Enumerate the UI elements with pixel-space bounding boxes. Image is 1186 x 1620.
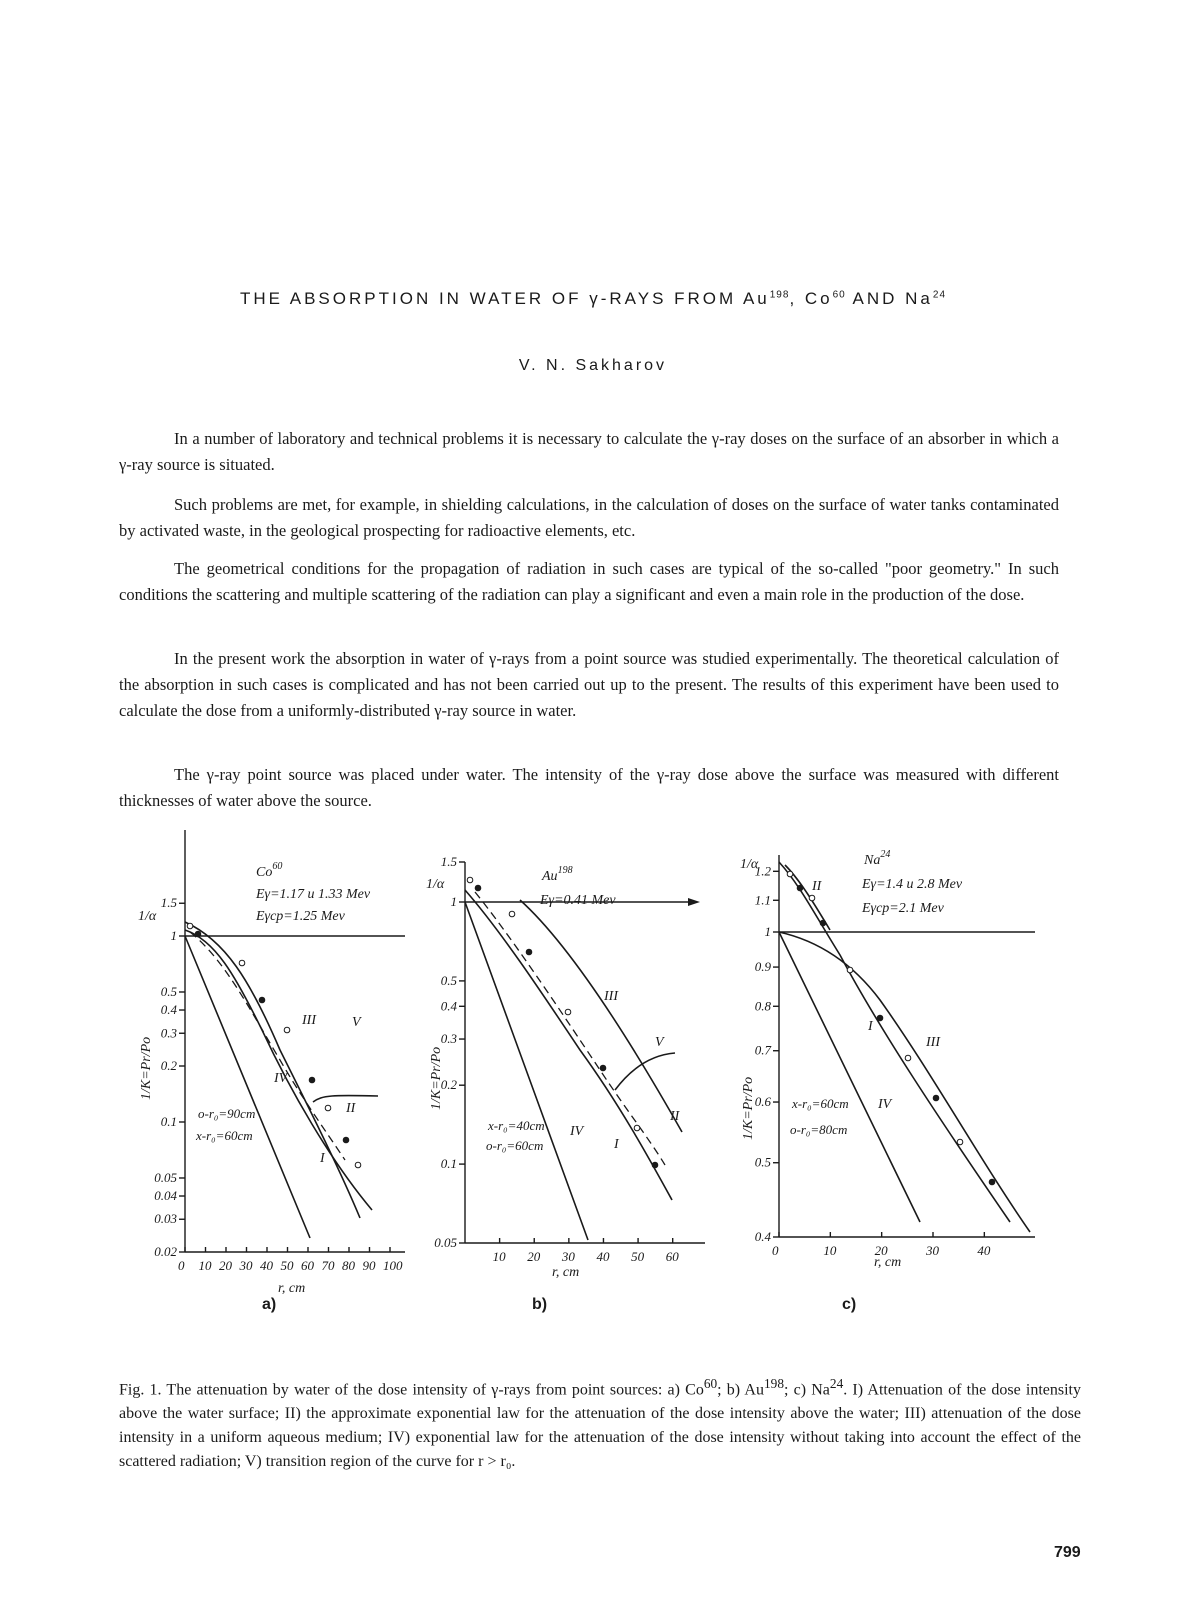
chart-b-data-point [526,949,532,955]
paragraph-3: The geometrical conditions for the propagation of radiation in such cases are typical of the so-called "poor geometry." In such conditions the scattering and multiple scattering of the radiation can play a significant and even a main role in the production of the dose. [119,559,1059,604]
chart-c-label-I: I [868,1019,873,1034]
chart-a-yaxis-top-label: 1/α [138,909,157,924]
chart-b-curve-III [520,900,682,1132]
chart-b-yaxis-top-label: 1/α [426,877,445,892]
chart-a-label-I: I [320,1151,325,1166]
paragraph-1: In a number of laboratory and technical problems it is necessary to calculate the γ-ray doses on the surface of an absorber in which a γ-ray source is situated. [119,429,1059,474]
chart-b-ytick-label: 0.4 [440,998,457,1014]
chart-c-ytick-label: 0.5 [754,1154,771,1170]
panel-label-c: c) [842,1296,857,1313]
chart-a-energy-avg: Eγcp=1.25 Mev [256,909,345,924]
paragraph-2: Such problems are met, for example, in shielding calculations, in the calculation of doses on the surface of water tanks contaminated by activated waste, in the geological prospecting for radioactive elements, etc. [119,495,1059,540]
chart-a-label-II: II [346,1101,356,1116]
chart-a-curve-III [190,932,345,1160]
chart-c-xtick-label: 30 [926,1243,939,1258]
chart-b-label-IV: IV [570,1124,584,1139]
chart-a-xtick-label: 30 [239,1258,253,1273]
chart-a [138,830,405,1296]
chart-b-legend-2: o-r₀=60cm [486,1138,544,1153]
chart-a-ytick-label: 0.03 [154,1211,177,1227]
chart-c-data-point [809,895,815,901]
chart-a-isotope: Co$^{60}$ [256,861,283,880]
chart-c-ytick-label: 0.4 [754,1229,771,1244]
chart-b-label-V: V [655,1035,664,1050]
chart-c-data-point [905,1055,911,1061]
chart-c-data-point [820,920,826,926]
chart-a-xtick-label: 0 [178,1258,185,1273]
chart-a-xtick-label: 100 [383,1258,403,1273]
chart-c-data-point [847,967,853,973]
chart-b-xtick-label: 30 [561,1249,575,1264]
chart-b-label-III: III [604,989,618,1004]
chart-c-ytick-label: 1.2 [754,863,771,879]
chart-a-data-point [195,931,201,937]
chart-a-ylabel: 1/K=Pr/Po [139,1036,154,1100]
chart-b-xlabel: r, cm [552,1265,580,1280]
chart-a-label-V: V [352,1015,361,1030]
chart-a-xtick-label: 90 [362,1258,376,1273]
chart-b-data-point [467,877,473,883]
chart-b-ytick-label: 0.5 [440,972,457,988]
chart-b-xtick-label: 20 [527,1249,541,1264]
author: V. N. Sakharov [518,357,668,374]
chart-a-label-IV: IV [274,1071,288,1086]
figure-caption: Fig. 1. The attenuation by water of the dose intensity of γ-rays from point sources: a) Co$^{60}$; b) Au$^{198}$; c) Na$^{24}$. I) Attenuation of the dose intensity above the water surface; II) the approximate exponential law for the attenuation of the dose intensity above the water; III) attenuation of the dose intensity in a uniform aqueous medium; IV) exponential law for the attenuation of the dose intensity without taking into account the effect of the scattered radiation; V) transition region of the curve for r > r₀. [119,1376,1082,1471]
chart-c-xtick-label: 40 [977,1243,991,1258]
chart-b-energy-line: Eγ=0.41 Mev [540,893,616,908]
chart-b-xtick-label: 10 [492,1249,506,1264]
chart-a-data-point [355,1162,361,1168]
chart-b-ytick-label: 0.1 [440,1156,457,1172]
chart-a-xtick-label: 10 [198,1258,212,1273]
chart-b-legend-1: x-r₀=40cm [488,1118,545,1133]
chart-a-ytick-label: 0.05 [154,1169,177,1185]
chart-c-ytick-label: 1.1 [754,892,771,908]
chart-a-label-III: III [302,1013,316,1028]
chart-a-xtick-label: 50 [280,1258,294,1273]
chart-a-ytick-label: 0.4 [160,1002,177,1018]
chart-c-ytick-label: 0.8 [754,998,771,1014]
chart-c-curve-III [779,932,1030,1232]
chart-c-data-point [877,1015,883,1021]
chart-a-ytick-label: 1.5 [160,895,177,911]
chart-a-ytick-label: 0.5 [160,983,177,999]
chart-a-data-point [187,923,193,929]
chart-b-curve-I [465,890,672,1200]
chart-a-data-point [284,1027,290,1033]
chart-b-label-II: II [670,1109,680,1124]
chart-a-curve-II [185,930,372,1210]
chart-c-curve-IV [779,932,920,1222]
chart-c-data-point [797,885,803,891]
chart-b-ytick-label: 0.05 [434,1235,457,1250]
chart-a-ytick-label: 0.2 [160,1058,177,1074]
chart-a-energy-line: Eγ=1.17 u 1.33 Mev [256,887,371,902]
chart-c-data-point [957,1139,963,1145]
paragraph-4: In the present work the absorption in water of γ-rays from a point source was studied experimentally. The theoretical calculation of the absorption in such cases is complicated and has not been carried out up to the present. The results of this experiment have been used to calculate the dose from a uniformly-distributed γ-ray source in water. [119,649,1059,720]
chart-b-data-point [652,1162,658,1168]
chart-c-ytick-label: 1 [764,924,771,939]
chart-c-xtick-label: 20 [874,1243,888,1258]
chart-c-yaxis-top-label: 1/α [740,857,759,872]
chart-b-ytick-label: 1.5 [440,854,457,869]
chart-c-data-point [933,1095,939,1101]
chart-b-ylabel: 1/K=Pr/Po [429,1046,444,1110]
chart-a-legend-2: x-r₀=60cm [196,1128,253,1143]
chart-c-ytick-label: 0.6 [754,1094,771,1110]
chart-a-xtick-label: 70 [321,1258,335,1273]
chart-c-label-IV: IV [878,1097,892,1112]
chart-a-legend-1: o-r₀=90cm [198,1106,256,1121]
chart-b-data-point [634,1125,640,1131]
chart-c-xtick-label: 10 [823,1243,837,1258]
chart-c [740,849,1035,1270]
panel-label-a: a) [262,1296,277,1313]
chart-b-ytick-label: 1 [450,894,457,909]
chart-c-data-point [989,1179,995,1185]
chart-a-curve-I [185,922,360,1218]
chart-c-xtick-label: 0 [772,1243,779,1258]
chart-b-label-I: I [614,1137,619,1152]
chart-a-xtick-label: 80 [342,1258,355,1273]
chart-c-xlabel: r, cm [874,1255,902,1270]
chart-b [426,854,705,1280]
chart-c-isotope: Na$^{24}$ [864,849,891,868]
chart-a-data-point [239,960,245,966]
chart-c-legend-1: x-r₀=60cm [792,1096,849,1111]
panel-label-b: b) [532,1296,548,1313]
chart-b-data-point [565,1009,571,1015]
chart-a-ytick-label: 0.1 [160,1113,177,1129]
chart-c-energy-line: Eγ=1.4 u 2.8 Mev [862,877,963,892]
chart-c-ytick-label: 0.7 [754,1042,771,1058]
chart-b-data-point [600,1065,606,1071]
page-title: THE ABSORPTION IN WATER OF γ-RAYS FROM Au$^{198}$, Co$^{60}$ AND Na$^{24}$ [239,289,947,308]
chart-c-data-point [787,871,793,877]
chart-a-ytick-label: 0.3 [160,1025,177,1041]
chart-b-ytick-label: 0.2 [440,1077,457,1093]
chart-a-ytick-label: 0.04 [154,1188,177,1204]
chart-a-xtick-label: 20 [219,1258,232,1273]
chart-c-ytick-label: 0.9 [754,959,771,975]
page-number: 799 [1054,1544,1081,1561]
chart-a-xlabel: r, cm [278,1281,306,1296]
chart-c-ylabel: 1/K=Pr/Po [741,1076,756,1140]
chart-a-ytick-label: 0.02 [154,1244,177,1259]
chart-b-data-point [475,885,481,891]
chart-b-ytick-label: 0.3 [440,1031,457,1047]
chart-b-xtick-label: 50 [631,1249,645,1264]
chart-c-label-III: III [926,1035,940,1050]
chart-b-curve-V [615,1053,675,1090]
chart-a-data-point [259,997,265,1003]
chart-b-data-point [509,911,515,917]
paragraph-5: The γ-ray point source was placed under water. The intensity of the γ-ray dose above the surface was measured with different thicknesses of water above the source. [119,765,1059,810]
chart-a-data-point [325,1105,331,1111]
chart-c-label-II: II [812,879,822,894]
chart-a-xtick-label: 60 [301,1258,314,1273]
chart-c-legend-2: o-r₀=80cm [790,1122,848,1137]
chart-b-xtick-label: 40 [596,1249,610,1264]
chart-c-energy-avg: Eγcp=2.1 Mev [862,901,944,916]
chart-a-data-point [309,1077,315,1083]
chart-b-arrow [688,898,700,906]
chart-a-xtick-label: 40 [260,1258,273,1273]
chart-b-xtick-label: 60 [665,1249,679,1264]
chart-a-data-point [343,1137,349,1143]
chart-a-ytick-label: 1 [170,928,177,943]
chart-b-isotope: Au$^{198}$ [542,865,573,884]
